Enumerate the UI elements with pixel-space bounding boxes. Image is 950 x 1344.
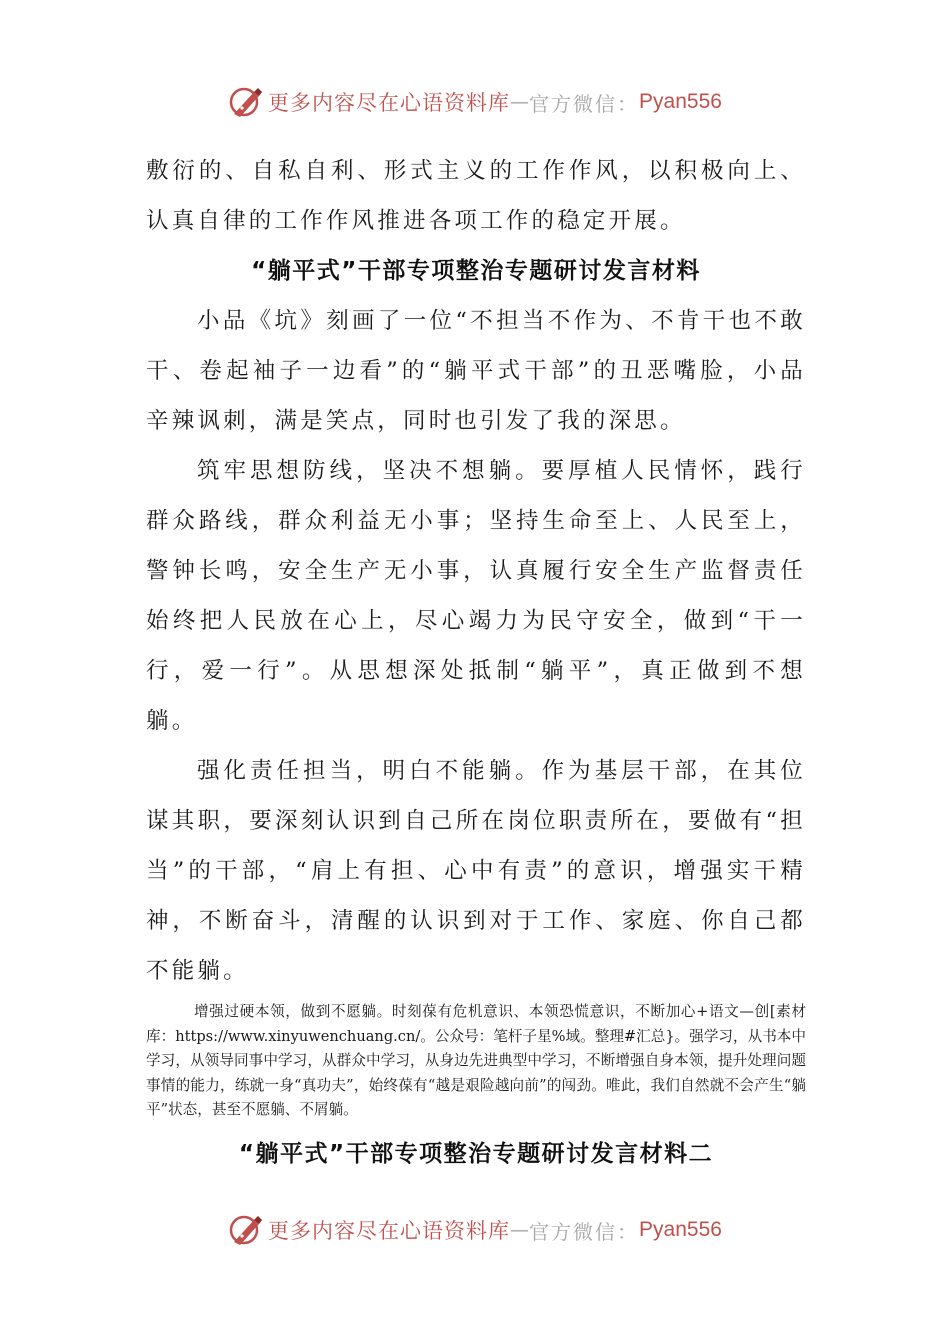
banner-separator: — xyxy=(510,91,530,113)
banner-wechat-label: 官方微信： xyxy=(529,91,640,116)
section-heading-2: “躺平式”干部专项整治专题研讨发言材料二 xyxy=(238,1140,714,1167)
paragraph-1: 小品《坑》刻画了一位“不担当不作为、不肯干也不敢干、卷起袖子一边看”的“躺平式干部”的丑恶嘴脸，小品辛辣讽刺，满是笑点，同时也引发了我的深思。 xyxy=(146,308,806,434)
banner-main-text: 更多内容尽在心语资料库 xyxy=(268,1219,511,1243)
paragraph-3: 强化责任担当，明白不能躺。作为基层干部，在其位谋其职，要深刻认识到自己所在岗位职责所在，要做有“担当”的干部，“肩上有担、心中有责”的意识，增强实干精神，不断奋斗，清醒的认识到对于工作、家庭、你自己都不能躺。 xyxy=(146,758,806,984)
section-heading-1: “躺平式”干部专项整治专题研讨发言材料 xyxy=(251,258,701,284)
paragraph-4-small: 增强过硬本领，做到不愿躺。时刻葆有危机意识、本领恐慌意识，不断加心+语文—创[素材库：https://www.xinyuwenchuang.cn/。公众号：笔杆子星%域。整理#汇总}。强学习，从书本中学习，从领导同事中学习，从群众中学习，从身边先进典型中学习，不断增强自身本领，提升处理问题事情的能力，练就一身“真功夫”，始终葆有“越是艰险越向前”的闯劲。唯此，我们自然就不会产生“躺平”状态，甚至不愿躺、不屑躺。 xyxy=(146,1003,806,1119)
banner-separator: — xyxy=(510,1219,530,1241)
fountain-pen-logo-icon xyxy=(228,1212,264,1248)
banner-wechat-label: 官方微信： xyxy=(529,1219,640,1244)
fountain-pen-logo-icon xyxy=(228,84,264,120)
header-banner xyxy=(0,82,950,122)
paragraph-2: 筑牢思想防线，坚决不想躺。要厚植人民情怀，践行群众路线，群众利益无小事；坚持生命至上、人民至上，警钟长鸣，安全生产无小事，认真履行安全生产监督责任始终把人民放在心上，尽心竭力为民守安全，做到“干一行，爱一行”。从思想深处抵制“躺平”，真正做到不想躺。 xyxy=(146,458,806,734)
footer-banner xyxy=(0,1210,950,1250)
banner-wechat-id: Pyan556 xyxy=(639,90,722,113)
intro-paragraph: 敷衍的、自私自利、形式主义的工作作风，以积极向上、认真自律的工作作风推进各项工作的稳定开展。 xyxy=(146,158,806,234)
banner-main-text: 更多内容尽在心语资料库 xyxy=(268,91,511,115)
document-body xyxy=(146,146,806,1179)
banner-wechat-id: Pyan556 xyxy=(639,1218,722,1241)
